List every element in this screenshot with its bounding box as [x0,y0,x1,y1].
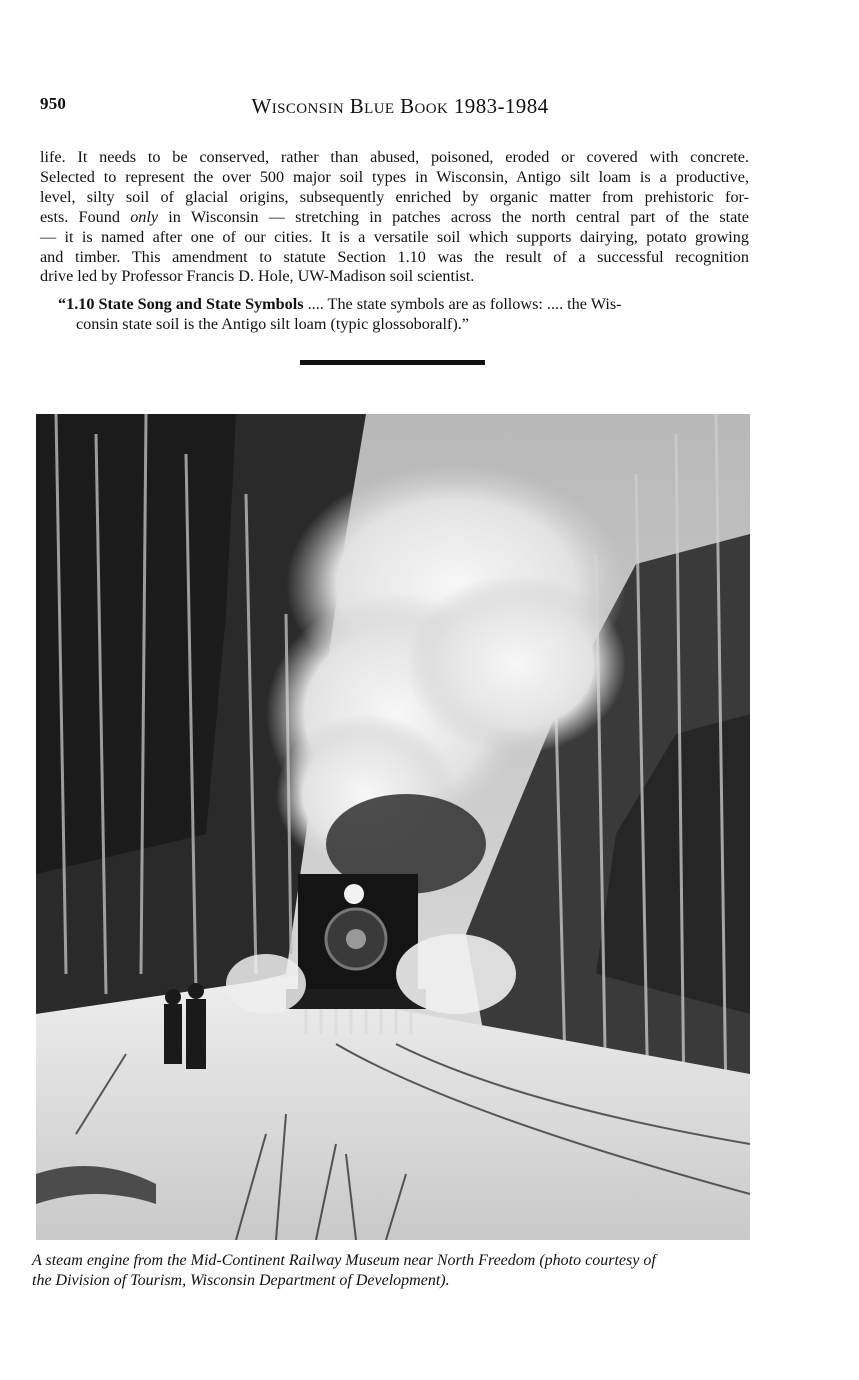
body-line: — it is named after one of our cities. It is a versatile soil which supports dairying, potato growing [40,227,749,246]
body-text-run: ests. Found [40,207,131,226]
statute-quote [58,295,718,335]
body-line: and timber. This amendment to statute Section 1.10 was the result of a successful recognition [40,247,749,266]
body-text-run: in Wisconsin — stretching in patches across the north central part of the state [158,207,749,226]
statute-line: consin state soil is the Antigo silt loam (typic glossoboralf).” [76,314,469,333]
page-number: 950 [40,94,67,113]
statute-line [58,295,718,315]
caption-line: A steam engine from the Mid-Continent Railway Museum near North Freedom (photo courtesy of [32,1252,656,1269]
steam-engine-photo [36,414,750,1240]
running-head: Wisconsin Blue Book 1983-1984 [251,94,549,118]
photo-illustration [36,414,750,1240]
section-divider [300,360,485,365]
body-line [40,208,749,228]
photo-caption [32,1251,772,1291]
statute-heading: “1.10 State Song and State Symbols [58,295,304,313]
body-line: Selected to represent the over 500 major soil types in Wisconsin, Antigo silt loam is a productive, [40,167,749,186]
body-line: life. It needs to be conserved, rather than abused, poisoned, eroded or covered with concrete. [40,148,749,166]
statute-text-run: .... The state symbols are as follows: .... the Wis- [303,295,622,313]
caption-line: the Division of Tourism, Wisconsin Department of Development). [32,1272,450,1289]
body-paragraph [40,148,749,287]
body-line: level, silty soil of glacial origins, subsequently enriched by organic matter from prehistoric for- [40,187,749,206]
body-line: drive led by Professor Francis D. Hole, UW-Madison soil scientist. [40,267,475,286]
emphasis-only: only [130,207,159,226]
